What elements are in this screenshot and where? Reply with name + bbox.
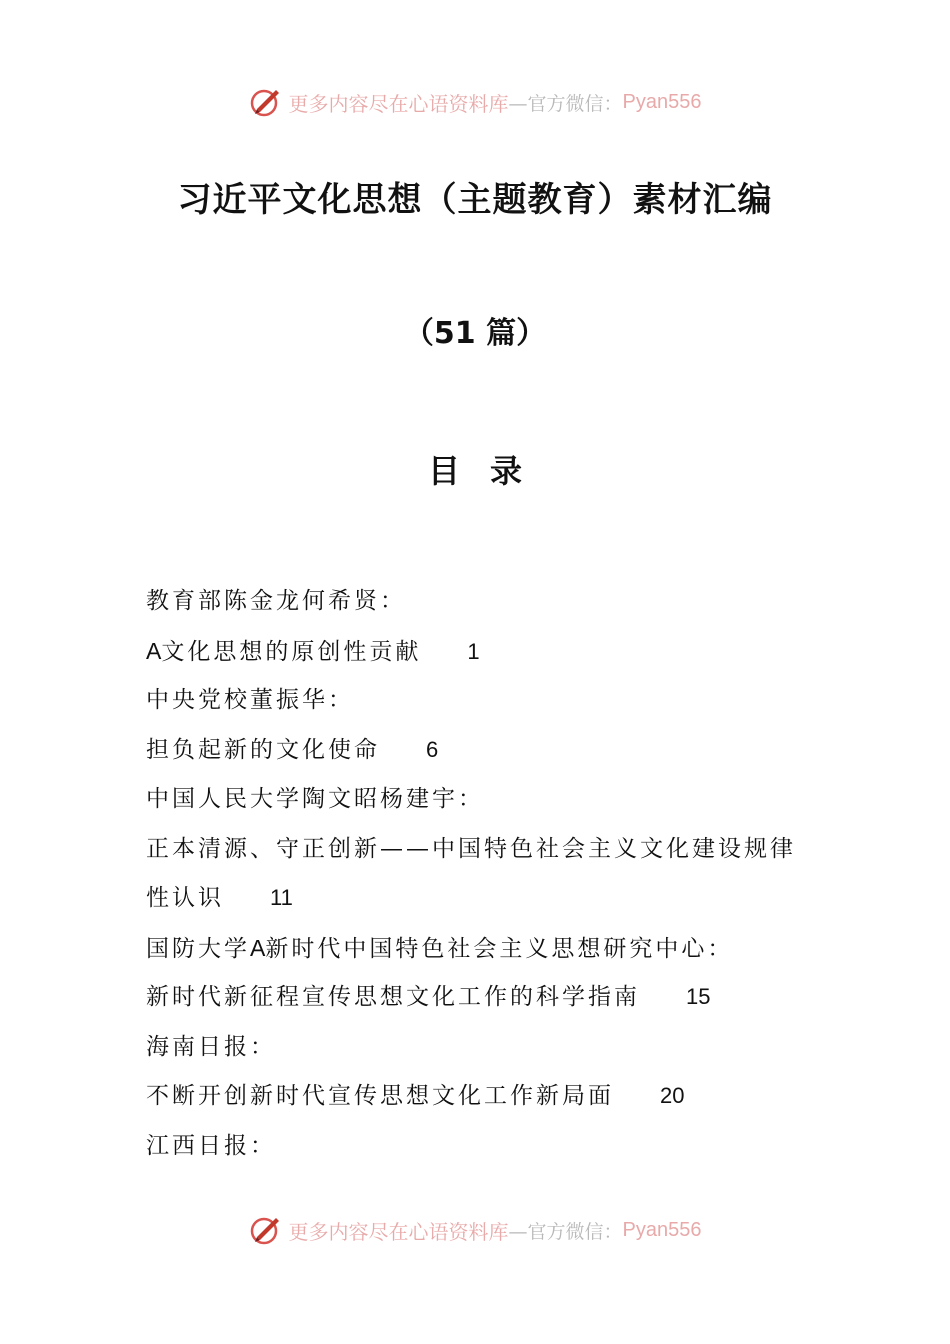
toc-author: 江西日报：: [146, 1132, 276, 1159]
toc-entry-title: 新时代新征程宣传思想文化工作的科学指南: [146, 984, 640, 1010]
toc-entry-prefix: A: [146, 637, 162, 664]
toc-entry-page: 1: [467, 638, 480, 664]
toc-author: [146, 929, 816, 979]
watermark-text: 更多内容尽在心语资料库: [288, 1219, 509, 1244]
pen-logo-icon: [249, 85, 283, 119]
toc-entry[interactable]: [146, 731, 816, 781]
toc-author-part: 国防大学: [146, 935, 250, 962]
toc-author: 中央党校董振华：: [146, 687, 354, 713]
toc-entry-title: 文化思想的原创性贡献: [161, 638, 422, 665]
toc-entry[interactable]: [146, 879, 816, 929]
toc-entry-page: 15: [686, 984, 711, 1009]
toc-author: 教育部陈金龙何希贤：: [146, 588, 406, 614]
watermark-header: [0, 82, 950, 122]
watermark-separator: —官方微信：: [508, 1220, 623, 1243]
toc-author-prefix: A: [250, 934, 266, 961]
toc-author: 中国人民大学陶文昭杨建宇：: [146, 786, 484, 812]
toc-entry-title-line2: 性认识: [146, 885, 224, 911]
toc-entry-title: 不断开创新时代宣传思想文化工作新局面: [146, 1083, 614, 1109]
toc-entry[interactable]: [146, 1077, 816, 1127]
watermark-wechat-id: Pyan556: [622, 1218, 702, 1241]
toc-entry[interactable]: [146, 978, 816, 1028]
toc-entry-title: 担负起新的文化使命: [146, 736, 380, 763]
toc-entry-page: 6: [426, 736, 439, 762]
article-count: （51 篇）: [403, 316, 547, 351]
watermark-text: 更多内容尽在心语资料库: [288, 91, 509, 116]
toc-author: 海南日报：: [146, 1033, 276, 1060]
toc-heading: 目录: [427, 452, 552, 490]
toc-entry-page: 20: [660, 1083, 685, 1108]
watermark-footer: [0, 1210, 950, 1250]
toc-author-part: 新时代中国特色社会主义思想研究中心：: [265, 935, 734, 962]
toc-entry[interactable]: [146, 632, 816, 682]
watermark-wechat-id: Pyan556: [622, 90, 702, 113]
toc-entry-page: 11: [270, 885, 293, 910]
document-title: 习近平文化思想（主题教育）素材汇编: [177, 180, 773, 220]
pen-logo-icon: [249, 1213, 283, 1247]
toc-entry-title-line1[interactable]: 正本清源、守正创新——中国特色社会主义文化建设规律: [146, 835, 796, 862]
watermark-separator: —官方微信：: [508, 92, 623, 115]
table-of-contents: [146, 582, 816, 1176]
